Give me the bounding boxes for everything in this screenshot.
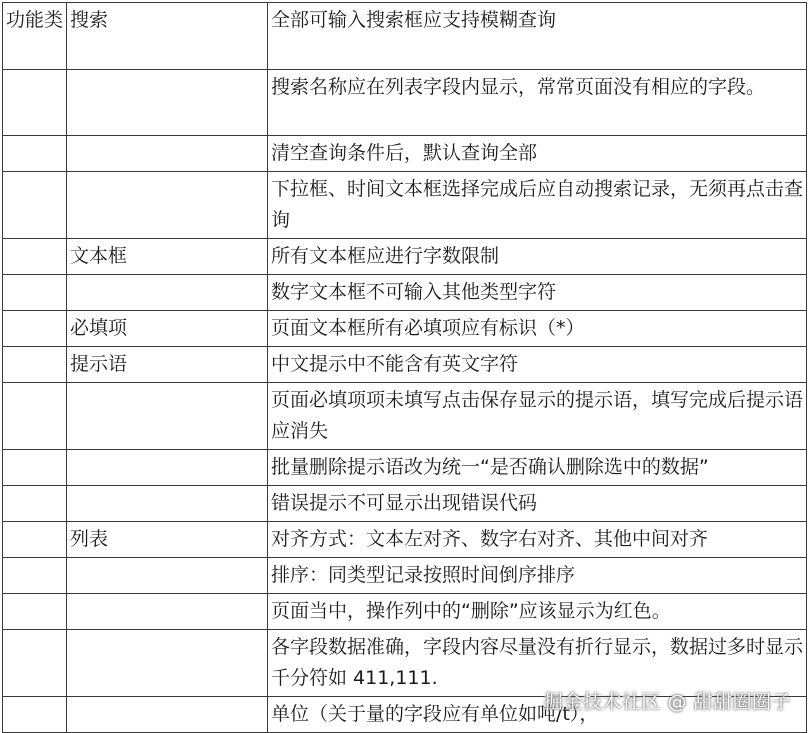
category-cell xyxy=(3,450,67,486)
category-cell xyxy=(3,136,67,172)
requirement-cell: 单位（关于量的字段应有单位如吨/t）， xyxy=(268,697,807,733)
subcategory-cell: 文本框 xyxy=(67,239,268,275)
category-cell xyxy=(3,630,67,697)
table-row xyxy=(3,522,807,558)
subcategory-cell xyxy=(67,630,268,697)
table-row xyxy=(3,450,807,486)
subcategory-cell: 列表 xyxy=(67,522,268,558)
subcategory-cell xyxy=(67,697,268,733)
table-row xyxy=(3,486,807,522)
subcategory-cell: 必填项 xyxy=(67,311,268,347)
subcategory-cell xyxy=(67,70,268,136)
table-row xyxy=(3,697,807,733)
subcategory-cell xyxy=(67,136,268,172)
requirement-cell: 各字段数据准确，字段内容尽量没有折行显示，数据过多时显示千分符如 411,111. xyxy=(268,630,807,697)
table-row xyxy=(3,275,807,311)
requirement-cell: 页面当中，操作列中的“删除”应该显示为红色。 xyxy=(268,594,807,630)
requirement-cell: 页面文本框所有必填项应有标识（*） xyxy=(268,311,807,347)
requirement-cell: 排序：同类型记录按照时间倒序排序 xyxy=(268,558,807,594)
category-cell xyxy=(3,594,67,630)
table-row xyxy=(3,172,807,239)
category-cell xyxy=(3,697,67,733)
table-row xyxy=(3,70,807,136)
subcategory-cell xyxy=(67,275,268,311)
checklist-body xyxy=(3,3,807,733)
subcategory-cell xyxy=(67,594,268,630)
subcategory-cell xyxy=(67,450,268,486)
watermark-text: 掘金技术社区 @ 甜甜圈圈子 xyxy=(543,691,791,713)
requirement-cell: 下拉框、时间文本框选择完成后应自动搜索记录，无须再点击查询 xyxy=(268,172,807,239)
requirement-cell: 数字文本框不可输入其他类型字符 xyxy=(268,275,807,311)
requirement-cell: 全部可输入搜索框应支持模糊查询 xyxy=(268,3,807,70)
table-row xyxy=(3,630,807,697)
requirement-cell: 错误提示不可显示出现错误代码 xyxy=(268,486,807,522)
subcategory-cell: 提示语 xyxy=(67,347,268,383)
requirement-cell: 批量删除提示语改为统一“是否确认删除选中的数据” xyxy=(268,450,807,486)
requirement-cell: 页面必填项项未填写点击保存显示的提示语，填写完成后提示语应消失 xyxy=(268,383,807,450)
category-cell: 功能类 xyxy=(3,3,67,70)
subcategory-cell xyxy=(67,558,268,594)
category-cell xyxy=(3,347,67,383)
table-row xyxy=(3,239,807,275)
requirement-cell: 搜索名称应在列表字段内显示，常常页面没有相应的字段。 xyxy=(268,70,807,136)
category-cell xyxy=(3,239,67,275)
subcategory-cell: 搜索 xyxy=(67,3,268,70)
category-cell xyxy=(3,522,67,558)
requirement-cell: 所有文本框应进行字数限制 xyxy=(268,239,807,275)
table-row xyxy=(3,136,807,172)
category-cell xyxy=(3,383,67,450)
table-row xyxy=(3,311,807,347)
category-cell xyxy=(3,172,67,239)
subcategory-cell xyxy=(67,486,268,522)
table-row xyxy=(3,347,807,383)
requirement-cell: 中文提示中不能含有英文字符 xyxy=(268,347,807,383)
requirement-cell: 清空查询条件后，默认查询全部 xyxy=(268,136,807,172)
table-row xyxy=(3,558,807,594)
category-cell xyxy=(3,311,67,347)
table-row xyxy=(3,594,807,630)
category-cell xyxy=(3,558,67,594)
category-cell xyxy=(3,275,67,311)
subcategory-cell xyxy=(67,172,268,239)
table-row xyxy=(3,3,807,70)
category-cell xyxy=(3,486,67,522)
category-cell xyxy=(3,70,67,136)
test-checklist-table xyxy=(2,2,807,733)
table-row xyxy=(3,383,807,450)
subcategory-cell xyxy=(67,383,268,450)
requirement-cell: 对齐方式：文本左对齐、数字右对齐、其他中间对齐 xyxy=(268,522,807,558)
